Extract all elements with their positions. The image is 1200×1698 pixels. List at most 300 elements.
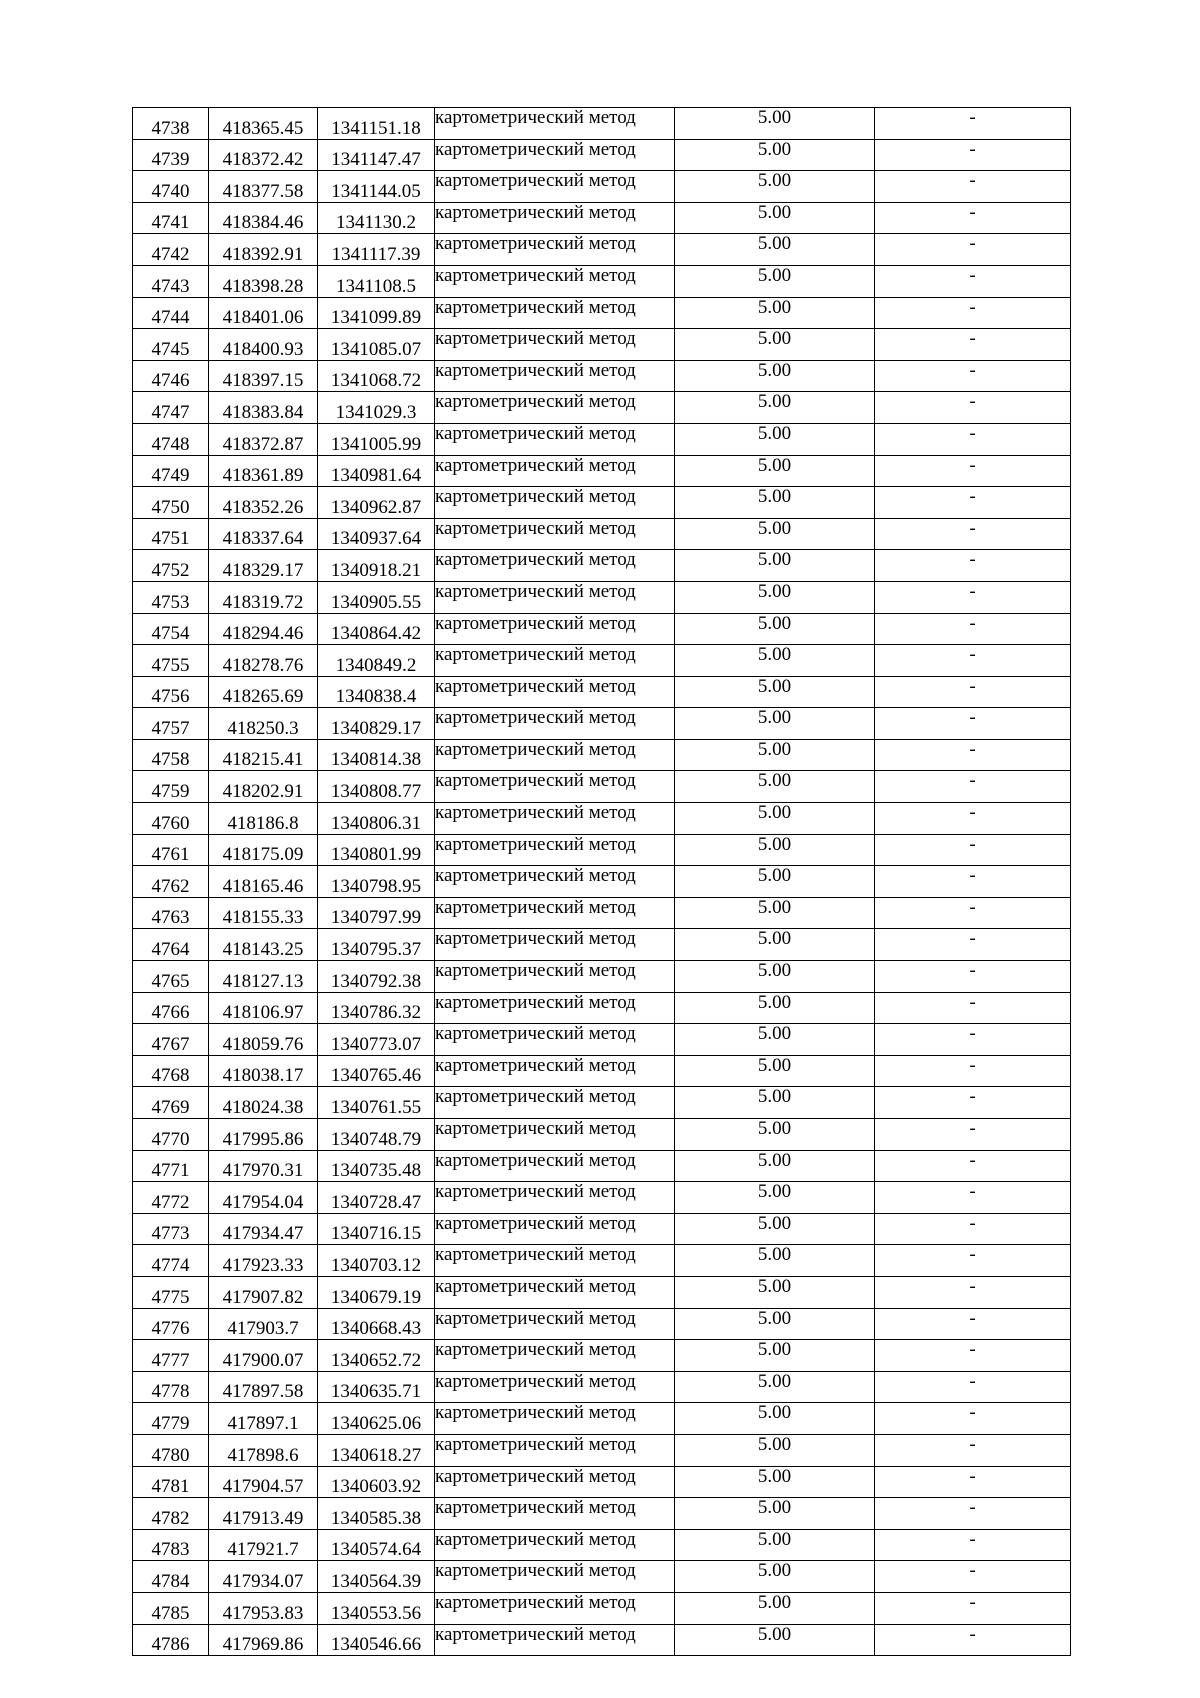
- x-coordinate-cell: 417969.86: [209, 1624, 318, 1656]
- accuracy-cell: 5.00: [675, 1245, 875, 1277]
- method-cell: картометрический метод: [435, 329, 675, 361]
- accuracy-cell: 5.00: [675, 866, 875, 898]
- table-row: [133, 992, 1071, 1024]
- table-row: [133, 1340, 1071, 1372]
- point-number-cell: 4752: [133, 550, 209, 582]
- accuracy-cell: 5.00: [675, 1213, 875, 1245]
- point-number-cell: 4766: [133, 992, 209, 1024]
- table-row: [133, 360, 1071, 392]
- accuracy-cell: 5.00: [675, 992, 875, 1024]
- y-coordinate-cell: 1340761.55: [318, 1087, 435, 1119]
- point-number-cell: 4749: [133, 455, 209, 487]
- y-coordinate-cell: 1340864.42: [318, 613, 435, 645]
- y-coordinate-cell: 1340962.87: [318, 487, 435, 519]
- x-coordinate-cell: 418175.09: [209, 834, 318, 866]
- accuracy-cell: 5.00: [675, 1024, 875, 1056]
- method-cell: картометрический метод: [435, 108, 675, 140]
- x-coordinate-cell: 417970.31: [209, 1150, 318, 1182]
- method-cell: картометрический метод: [435, 1024, 675, 1056]
- accuracy-cell: 5.00: [675, 1434, 875, 1466]
- table-row: [133, 487, 1071, 519]
- accuracy-cell: 5.00: [675, 1055, 875, 1087]
- note-cell: -: [875, 1276, 1071, 1308]
- point-number-cell: 4767: [133, 1024, 209, 1056]
- method-cell: картометрический метод: [435, 929, 675, 961]
- note-cell: -: [875, 392, 1071, 424]
- note-cell: -: [875, 834, 1071, 866]
- y-coordinate-cell: 1340765.46: [318, 1055, 435, 1087]
- table-row: [133, 613, 1071, 645]
- y-coordinate-cell: 1340703.12: [318, 1245, 435, 1277]
- x-coordinate-cell: 418398.28: [209, 265, 318, 297]
- y-coordinate-cell: 1340797.99: [318, 897, 435, 929]
- point-number-cell: 4739: [133, 139, 209, 171]
- x-coordinate-cell: 417907.82: [209, 1276, 318, 1308]
- y-coordinate-cell: 1340716.15: [318, 1213, 435, 1245]
- point-number-cell: 4744: [133, 297, 209, 329]
- method-cell: картометрический метод: [435, 360, 675, 392]
- note-cell: -: [875, 803, 1071, 835]
- x-coordinate-cell: 417898.6: [209, 1434, 318, 1466]
- y-coordinate-cell: 1340918.21: [318, 550, 435, 582]
- y-coordinate-cell: 1340814.38: [318, 739, 435, 771]
- y-coordinate-cell: 1340829.17: [318, 708, 435, 740]
- method-cell: картометрический метод: [435, 897, 675, 929]
- y-coordinate-cell: 1340564.39: [318, 1561, 435, 1593]
- x-coordinate-cell: 418215.41: [209, 739, 318, 771]
- y-coordinate-cell: 1341029.3: [318, 392, 435, 424]
- y-coordinate-cell: 1340635.71: [318, 1371, 435, 1403]
- table-row: [133, 171, 1071, 203]
- note-cell: -: [875, 1087, 1071, 1119]
- accuracy-cell: 5.00: [675, 708, 875, 740]
- accuracy-cell: 5.00: [675, 1498, 875, 1530]
- note-cell: -: [875, 1529, 1071, 1561]
- accuracy-cell: 5.00: [675, 1276, 875, 1308]
- accuracy-cell: 5.00: [675, 676, 875, 708]
- y-coordinate-cell: 1340546.66: [318, 1624, 435, 1656]
- point-number-cell: 4771: [133, 1150, 209, 1182]
- method-cell: картометрический метод: [435, 1308, 675, 1340]
- method-cell: картометрический метод: [435, 423, 675, 455]
- table-row: [133, 1213, 1071, 1245]
- coordinates-table: [132, 107, 1071, 1656]
- point-number-cell: 4774: [133, 1245, 209, 1277]
- accuracy-cell: 5.00: [675, 771, 875, 803]
- note-cell: -: [875, 1119, 1071, 1151]
- note-cell: -: [875, 1245, 1071, 1277]
- accuracy-cell: 5.00: [675, 108, 875, 140]
- x-coordinate-cell: 418143.25: [209, 929, 318, 961]
- x-coordinate-cell: 418400.93: [209, 329, 318, 361]
- note-cell: -: [875, 202, 1071, 234]
- accuracy-cell: 5.00: [675, 1340, 875, 1372]
- table-row: [133, 676, 1071, 708]
- method-cell: картометрический метод: [435, 234, 675, 266]
- note-cell: -: [875, 929, 1071, 961]
- y-coordinate-cell: 1340838.4: [318, 676, 435, 708]
- y-coordinate-cell: 1341005.99: [318, 423, 435, 455]
- point-number-cell: 4770: [133, 1119, 209, 1151]
- point-number-cell: 4746: [133, 360, 209, 392]
- point-number-cell: 4760: [133, 803, 209, 835]
- method-cell: картометрический метод: [435, 708, 675, 740]
- y-coordinate-cell: 1341068.72: [318, 360, 435, 392]
- accuracy-cell: 5.00: [675, 1182, 875, 1214]
- table-row: [133, 455, 1071, 487]
- method-cell: картометрический метод: [435, 1561, 675, 1593]
- note-cell: -: [875, 1498, 1071, 1530]
- table-row: [133, 297, 1071, 329]
- y-coordinate-cell: 1340668.43: [318, 1308, 435, 1340]
- table-row: [133, 1624, 1071, 1656]
- point-number-cell: 4780: [133, 1434, 209, 1466]
- x-coordinate-cell: 417897.1: [209, 1403, 318, 1435]
- method-cell: картометрический метод: [435, 992, 675, 1024]
- note-cell: -: [875, 1308, 1071, 1340]
- note-cell: -: [875, 1561, 1071, 1593]
- method-cell: картометрический метод: [435, 1624, 675, 1656]
- point-number-cell: 4778: [133, 1371, 209, 1403]
- note-cell: -: [875, 487, 1071, 519]
- note-cell: -: [875, 329, 1071, 361]
- note-cell: -: [875, 518, 1071, 550]
- accuracy-cell: 5.00: [675, 1529, 875, 1561]
- method-cell: картометрический метод: [435, 139, 675, 171]
- note-cell: -: [875, 139, 1071, 171]
- method-cell: картометрический метод: [435, 1466, 675, 1498]
- note-cell: -: [875, 1055, 1071, 1087]
- point-number-cell: 4758: [133, 739, 209, 771]
- note-cell: -: [875, 1403, 1071, 1435]
- accuracy-cell: 5.00: [675, 897, 875, 929]
- x-coordinate-cell: 417934.47: [209, 1213, 318, 1245]
- table-row: [133, 139, 1071, 171]
- y-coordinate-cell: 1340808.77: [318, 771, 435, 803]
- y-coordinate-cell: 1341117.39: [318, 234, 435, 266]
- accuracy-cell: 5.00: [675, 1466, 875, 1498]
- accuracy-cell: 5.00: [675, 803, 875, 835]
- accuracy-cell: 5.00: [675, 1308, 875, 1340]
- y-coordinate-cell: 1341099.89: [318, 297, 435, 329]
- table-row: [133, 392, 1071, 424]
- method-cell: картометрический метод: [435, 961, 675, 993]
- method-cell: картометрический метод: [435, 171, 675, 203]
- y-coordinate-cell: 1340937.64: [318, 518, 435, 550]
- method-cell: картометрический метод: [435, 1403, 675, 1435]
- note-cell: -: [875, 455, 1071, 487]
- y-coordinate-cell: 1341151.18: [318, 108, 435, 140]
- note-cell: -: [875, 1371, 1071, 1403]
- accuracy-cell: 5.00: [675, 1150, 875, 1182]
- table-row: [133, 1403, 1071, 1435]
- accuracy-cell: 5.00: [675, 739, 875, 771]
- note-cell: -: [875, 676, 1071, 708]
- y-coordinate-cell: 1340748.79: [318, 1119, 435, 1151]
- table-row: [133, 1308, 1071, 1340]
- table-row: [133, 265, 1071, 297]
- table-row: [133, 1087, 1071, 1119]
- y-coordinate-cell: 1340773.07: [318, 1024, 435, 1056]
- table-row: [133, 1592, 1071, 1624]
- table-row: [133, 771, 1071, 803]
- accuracy-cell: 5.00: [675, 423, 875, 455]
- method-cell: картометрический метод: [435, 645, 675, 677]
- y-coordinate-cell: 1340679.19: [318, 1276, 435, 1308]
- note-cell: -: [875, 171, 1071, 203]
- point-number-cell: 4783: [133, 1529, 209, 1561]
- point-number-cell: 4786: [133, 1624, 209, 1656]
- x-coordinate-cell: 417954.04: [209, 1182, 318, 1214]
- x-coordinate-cell: 418361.89: [209, 455, 318, 487]
- table-row: [133, 1024, 1071, 1056]
- x-coordinate-cell: 418165.46: [209, 866, 318, 898]
- y-coordinate-cell: 1340792.38: [318, 961, 435, 993]
- point-number-cell: 4773: [133, 1213, 209, 1245]
- method-cell: картометрический метод: [435, 1119, 675, 1151]
- x-coordinate-cell: 418250.3: [209, 708, 318, 740]
- x-coordinate-cell: 418337.64: [209, 518, 318, 550]
- x-coordinate-cell: 418383.84: [209, 392, 318, 424]
- accuracy-cell: 5.00: [675, 1403, 875, 1435]
- note-cell: -: [875, 1340, 1071, 1372]
- point-number-cell: 4742: [133, 234, 209, 266]
- accuracy-cell: 5.00: [675, 550, 875, 582]
- point-number-cell: 4747: [133, 392, 209, 424]
- x-coordinate-cell: 418397.15: [209, 360, 318, 392]
- point-number-cell: 4772: [133, 1182, 209, 1214]
- table-row: [133, 1055, 1071, 1087]
- x-coordinate-cell: 418372.42: [209, 139, 318, 171]
- x-coordinate-cell: 418377.58: [209, 171, 318, 203]
- method-cell: картометрический метод: [435, 297, 675, 329]
- table-row: [133, 518, 1071, 550]
- method-cell: картометрический метод: [435, 1213, 675, 1245]
- x-coordinate-cell: 418038.17: [209, 1055, 318, 1087]
- table-row: [133, 961, 1071, 993]
- table-row: [133, 1466, 1071, 1498]
- table-row: [133, 1498, 1071, 1530]
- y-coordinate-cell: 1341108.5: [318, 265, 435, 297]
- method-cell: картометрический метод: [435, 1371, 675, 1403]
- x-coordinate-cell: 418365.45: [209, 108, 318, 140]
- table-row: [133, 1182, 1071, 1214]
- y-coordinate-cell: 1340603.92: [318, 1466, 435, 1498]
- table-row: [133, 1119, 1071, 1151]
- method-cell: картометрический метод: [435, 834, 675, 866]
- accuracy-cell: 5.00: [675, 961, 875, 993]
- note-cell: -: [875, 897, 1071, 929]
- note-cell: -: [875, 708, 1071, 740]
- point-number-cell: 4784: [133, 1561, 209, 1593]
- method-cell: картометрический метод: [435, 676, 675, 708]
- method-cell: картометрический метод: [435, 1434, 675, 1466]
- note-cell: -: [875, 1150, 1071, 1182]
- x-coordinate-cell: 417903.7: [209, 1308, 318, 1340]
- table-row: [133, 897, 1071, 929]
- method-cell: картометрический метод: [435, 518, 675, 550]
- method-cell: картометрический метод: [435, 1150, 675, 1182]
- x-coordinate-cell: 417900.07: [209, 1340, 318, 1372]
- accuracy-cell: 5.00: [675, 1561, 875, 1593]
- y-coordinate-cell: 1340849.2: [318, 645, 435, 677]
- x-coordinate-cell: 418352.26: [209, 487, 318, 519]
- y-coordinate-cell: 1340625.06: [318, 1403, 435, 1435]
- accuracy-cell: 5.00: [675, 1624, 875, 1656]
- y-coordinate-cell: 1340728.47: [318, 1182, 435, 1214]
- note-cell: -: [875, 1466, 1071, 1498]
- method-cell: картометрический метод: [435, 771, 675, 803]
- point-number-cell: 4776: [133, 1308, 209, 1340]
- point-number-cell: 4741: [133, 202, 209, 234]
- table-row: [133, 202, 1071, 234]
- y-coordinate-cell: 1340553.56: [318, 1592, 435, 1624]
- method-cell: картометрический метод: [435, 455, 675, 487]
- accuracy-cell: 5.00: [675, 518, 875, 550]
- point-number-cell: 4763: [133, 897, 209, 929]
- x-coordinate-cell: 417953.83: [209, 1592, 318, 1624]
- note-cell: -: [875, 1182, 1071, 1214]
- note-cell: -: [875, 739, 1071, 771]
- x-coordinate-cell: 418278.76: [209, 645, 318, 677]
- y-coordinate-cell: 1340795.37: [318, 929, 435, 961]
- x-coordinate-cell: 418294.46: [209, 613, 318, 645]
- note-cell: -: [875, 265, 1071, 297]
- method-cell: картометрический метод: [435, 550, 675, 582]
- point-number-cell: 4756: [133, 676, 209, 708]
- y-coordinate-cell: 1340806.31: [318, 803, 435, 835]
- accuracy-cell: 5.00: [675, 265, 875, 297]
- note-cell: -: [875, 550, 1071, 582]
- x-coordinate-cell: 418186.8: [209, 803, 318, 835]
- accuracy-cell: 5.00: [675, 929, 875, 961]
- point-number-cell: 4768: [133, 1055, 209, 1087]
- accuracy-cell: 5.00: [675, 581, 875, 613]
- table-row: [133, 1371, 1071, 1403]
- point-number-cell: 4753: [133, 581, 209, 613]
- point-number-cell: 4754: [133, 613, 209, 645]
- note-cell: -: [875, 1024, 1071, 1056]
- method-cell: картометрический метод: [435, 392, 675, 424]
- y-coordinate-cell: 1340801.99: [318, 834, 435, 866]
- x-coordinate-cell: 417995.86: [209, 1119, 318, 1151]
- y-coordinate-cell: 1341147.47: [318, 139, 435, 171]
- y-coordinate-cell: 1341085.07: [318, 329, 435, 361]
- y-coordinate-cell: 1340798.95: [318, 866, 435, 898]
- table-row: [133, 645, 1071, 677]
- y-coordinate-cell: 1340905.55: [318, 581, 435, 613]
- y-coordinate-cell: 1340981.64: [318, 455, 435, 487]
- x-coordinate-cell: 418392.91: [209, 234, 318, 266]
- method-cell: картометрический метод: [435, 613, 675, 645]
- point-number-cell: 4743: [133, 265, 209, 297]
- point-number-cell: 4769: [133, 1087, 209, 1119]
- accuracy-cell: 5.00: [675, 613, 875, 645]
- table-row: [133, 1276, 1071, 1308]
- x-coordinate-cell: 417934.07: [209, 1561, 318, 1593]
- x-coordinate-cell: 417923.33: [209, 1245, 318, 1277]
- point-number-cell: 4775: [133, 1276, 209, 1308]
- point-number-cell: 4745: [133, 329, 209, 361]
- method-cell: картометрический метод: [435, 739, 675, 771]
- point-number-cell: 4765: [133, 961, 209, 993]
- x-coordinate-cell: 418202.91: [209, 771, 318, 803]
- accuracy-cell: 5.00: [675, 1371, 875, 1403]
- point-number-cell: 4738: [133, 108, 209, 140]
- note-cell: -: [875, 771, 1071, 803]
- note-cell: -: [875, 645, 1071, 677]
- note-cell: -: [875, 581, 1071, 613]
- accuracy-cell: 5.00: [675, 487, 875, 519]
- table-row: [133, 739, 1071, 771]
- point-number-cell: 4740: [133, 171, 209, 203]
- x-coordinate-cell: 418265.69: [209, 676, 318, 708]
- accuracy-cell: 5.00: [675, 834, 875, 866]
- note-cell: -: [875, 360, 1071, 392]
- x-coordinate-cell: 417897.58: [209, 1371, 318, 1403]
- table-row: [133, 1561, 1071, 1593]
- table-row: [133, 108, 1071, 140]
- accuracy-cell: 5.00: [675, 1592, 875, 1624]
- table-row: [133, 1150, 1071, 1182]
- point-number-cell: 4782: [133, 1498, 209, 1530]
- point-number-cell: 4751: [133, 518, 209, 550]
- note-cell: -: [875, 961, 1071, 993]
- table-row: [133, 1245, 1071, 1277]
- note-cell: -: [875, 1434, 1071, 1466]
- point-number-cell: 4779: [133, 1403, 209, 1435]
- point-number-cell: 4777: [133, 1340, 209, 1372]
- point-number-cell: 4761: [133, 834, 209, 866]
- table-row: [133, 1529, 1071, 1561]
- x-coordinate-cell: 418384.46: [209, 202, 318, 234]
- method-cell: картометрический метод: [435, 1529, 675, 1561]
- point-number-cell: 4750: [133, 487, 209, 519]
- accuracy-cell: 5.00: [675, 1087, 875, 1119]
- table-row: [133, 423, 1071, 455]
- method-cell: картометрический метод: [435, 202, 675, 234]
- y-coordinate-cell: 1341144.05: [318, 171, 435, 203]
- method-cell: картометрический метод: [435, 581, 675, 613]
- x-coordinate-cell: 418401.06: [209, 297, 318, 329]
- point-number-cell: 4781: [133, 1466, 209, 1498]
- y-coordinate-cell: 1341130.2: [318, 202, 435, 234]
- y-coordinate-cell: 1340585.38: [318, 1498, 435, 1530]
- method-cell: картометрический метод: [435, 1182, 675, 1214]
- note-cell: -: [875, 423, 1071, 455]
- table-row: [133, 550, 1071, 582]
- point-number-cell: 4757: [133, 708, 209, 740]
- x-coordinate-cell: 418024.38: [209, 1087, 318, 1119]
- method-cell: картометрический метод: [435, 1498, 675, 1530]
- y-coordinate-cell: 1340786.32: [318, 992, 435, 1024]
- accuracy-cell: 5.00: [675, 139, 875, 171]
- method-cell: картометрический метод: [435, 1592, 675, 1624]
- method-cell: картометрический метод: [435, 1276, 675, 1308]
- x-coordinate-cell: 418329.17: [209, 550, 318, 582]
- table-row: [133, 708, 1071, 740]
- y-coordinate-cell: 1340735.48: [318, 1150, 435, 1182]
- accuracy-cell: 5.00: [675, 297, 875, 329]
- x-coordinate-cell: 417921.7: [209, 1529, 318, 1561]
- point-number-cell: 4759: [133, 771, 209, 803]
- method-cell: картометрический метод: [435, 1245, 675, 1277]
- x-coordinate-cell: 418155.33: [209, 897, 318, 929]
- note-cell: -: [875, 613, 1071, 645]
- table-row: [133, 866, 1071, 898]
- coordinates-table-body: [133, 108, 1071, 1656]
- accuracy-cell: 5.00: [675, 645, 875, 677]
